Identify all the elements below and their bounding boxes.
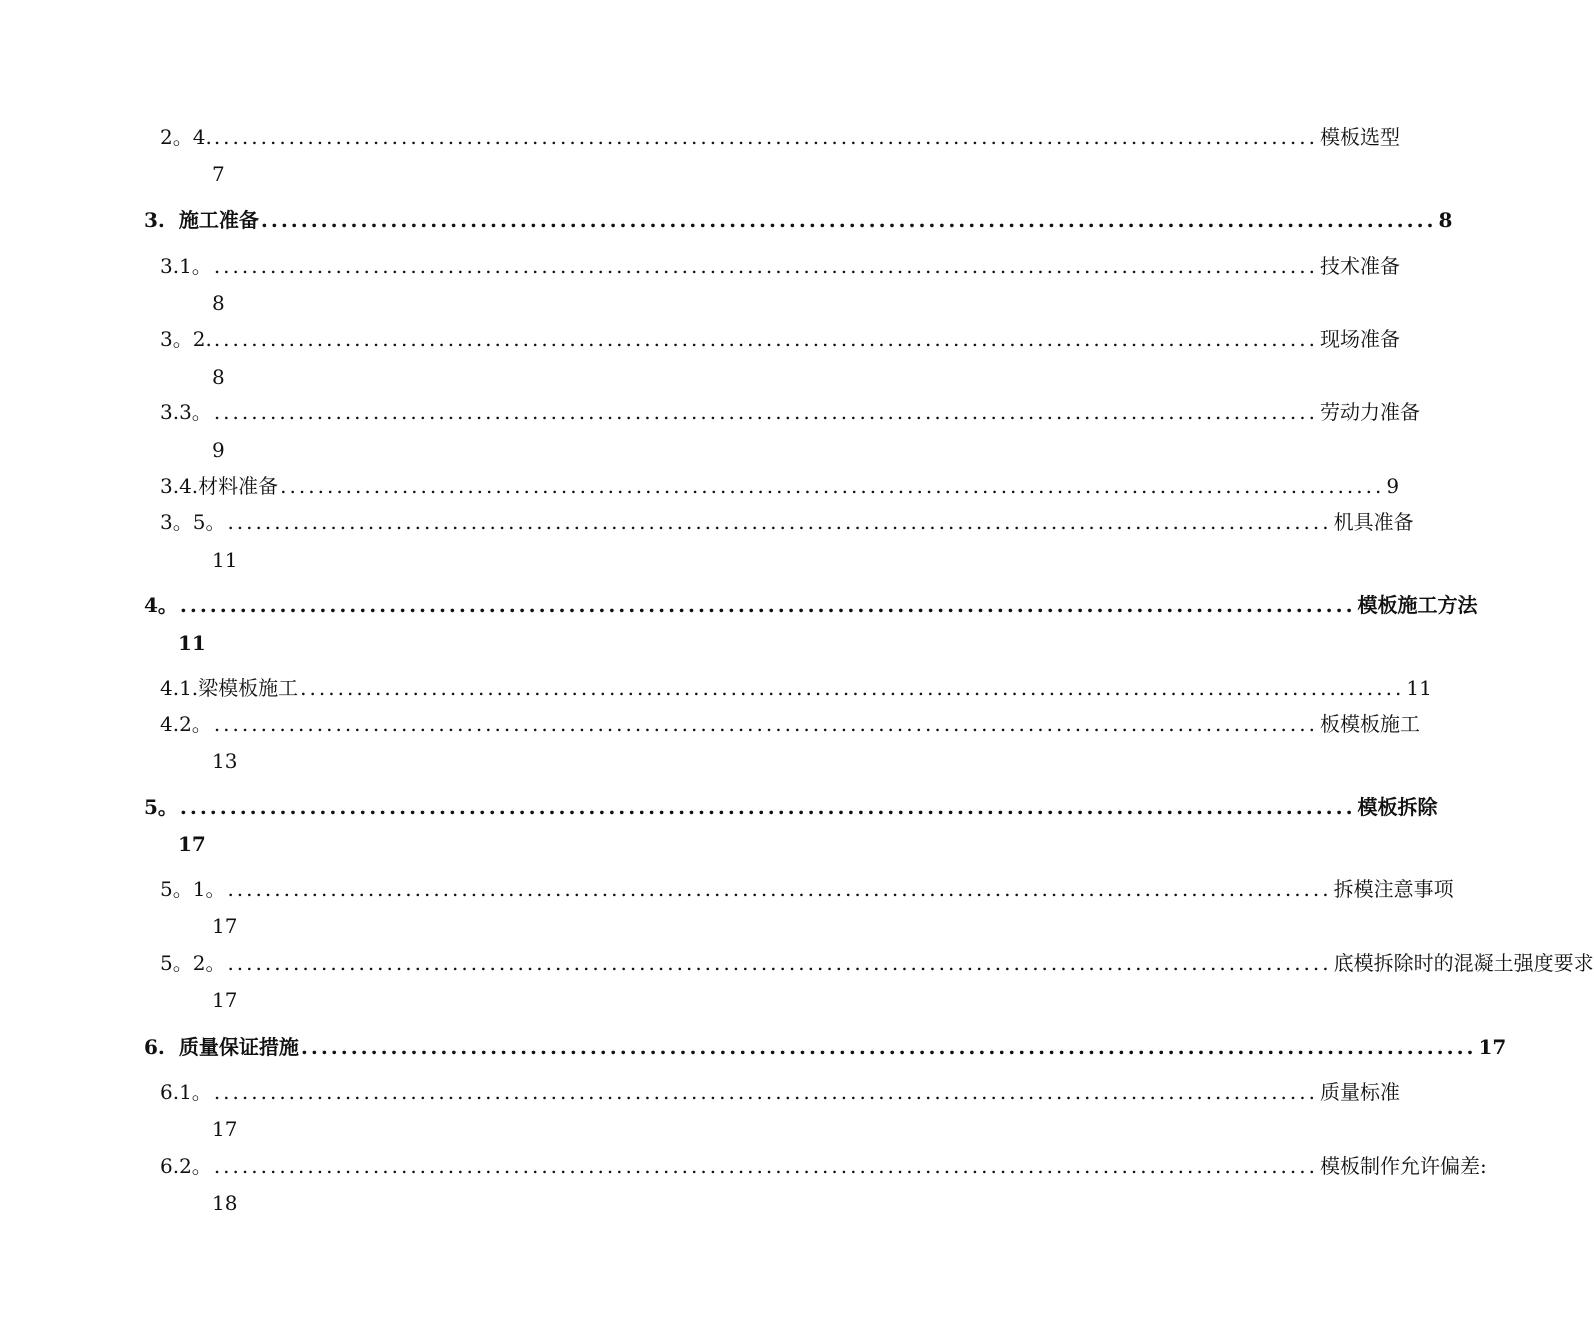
toc-title: 机具准备 xyxy=(1333,510,1414,534)
toc-leader: ...................................................................................................................... xyxy=(213,712,1318,736)
toc-page-number: 11 xyxy=(178,631,206,655)
toc-number: 3.1。 xyxy=(160,254,212,278)
toc-page-number: 8 xyxy=(212,365,225,389)
toc-entry-2-4[interactable] xyxy=(160,122,1400,152)
toc-entry-3-3[interactable] xyxy=(160,397,1420,427)
toc-title: 板模板施工 xyxy=(1320,712,1420,736)
toc-entry-3-4[interactable] xyxy=(160,471,1400,501)
toc-leader: ...................................................................................................................... xyxy=(227,510,1332,534)
toc-leader: ...................................................................................................................... xyxy=(213,1154,1318,1178)
toc-page-number: 17 xyxy=(1478,1035,1507,1059)
toc-title: 拆模注意事项 xyxy=(1333,877,1454,901)
toc-page-number: 17 xyxy=(178,832,206,856)
toc-title: 梁模板施工 xyxy=(198,676,299,700)
toc-page-number: 11 xyxy=(212,548,238,572)
toc-leader: ...................................................................................................................... xyxy=(227,877,1332,901)
toc-title: 劳动力准备 xyxy=(1320,400,1420,424)
toc-title: 材料准备 xyxy=(198,474,279,498)
toc-number: 5。1。 xyxy=(160,877,226,901)
toc-title: 模板施工方法 xyxy=(1357,593,1478,617)
toc-page-number: 9 xyxy=(1386,474,1400,498)
toc-title: 底模拆除时的混凝土强度要求 xyxy=(1333,951,1594,975)
toc-title: 现场准备 xyxy=(1320,327,1400,351)
toc-page-number: 17 xyxy=(212,988,238,1012)
toc-page-number: 13 xyxy=(212,749,238,773)
toc-page-number: 18 xyxy=(212,1191,238,1215)
toc-number: 3.3。 xyxy=(160,400,212,424)
toc-leader: ...................................................................................................................... xyxy=(300,1035,1477,1059)
toc-number: 3.4. xyxy=(160,474,199,498)
toc-entry-6[interactable] xyxy=(144,1032,1507,1062)
toc-leader: ...................................................................................................................... xyxy=(227,951,1332,975)
toc-number: 6.2。 xyxy=(160,1154,212,1178)
toc-number: 5。 xyxy=(144,795,178,819)
toc-title: 质量保证措施 xyxy=(178,1035,299,1059)
toc-entry-3-5[interactable] xyxy=(160,507,1414,537)
toc-entry-3-2[interactable] xyxy=(160,324,1400,354)
toc-title: 施工准备 xyxy=(178,208,259,232)
toc-entry-5-2[interactable] xyxy=(160,948,1594,978)
toc-leader: ...................................................................................................................... xyxy=(300,676,1405,700)
toc-title: 模板拆除 xyxy=(1357,795,1438,819)
toc-leader: ...................................................................................................................... xyxy=(213,254,1318,278)
toc-entry-5[interactable] xyxy=(144,792,1438,822)
toc-number: 3。2. xyxy=(160,327,212,351)
toc-entry-4[interactable] xyxy=(144,590,1478,620)
toc-leader: ...................................................................................................................... xyxy=(179,795,1356,819)
toc-entry-3-1[interactable] xyxy=(160,251,1400,281)
toc-number: 2。4. xyxy=(160,125,212,149)
toc-page-number: 7 xyxy=(212,162,225,186)
toc-page-number: 8 xyxy=(212,291,225,315)
toc-number: 4.1. xyxy=(160,676,199,700)
toc-leader: ...................................................................................................................... xyxy=(260,208,1437,232)
toc-page-number: 8 xyxy=(1438,208,1453,232)
toc-number: 3. xyxy=(144,208,165,232)
toc-number: 5。2。 xyxy=(160,951,226,975)
toc-page-number: 17 xyxy=(212,1117,238,1141)
toc-leader: ...................................................................................................................... xyxy=(280,474,1385,498)
toc-number: 6. xyxy=(144,1035,165,1059)
toc-leader: ...................................................................................................................... xyxy=(213,1080,1318,1104)
toc-leader: ...................................................................................................................... xyxy=(213,400,1318,424)
toc-number: 4.2。 xyxy=(160,712,212,736)
toc-page-number: 11 xyxy=(1406,676,1432,700)
toc-number: 6.1。 xyxy=(160,1080,212,1104)
toc-entry-6-2[interactable] xyxy=(160,1151,1487,1181)
toc-entry-5-1[interactable] xyxy=(160,874,1454,904)
toc-entry-3[interactable] xyxy=(144,205,1453,235)
toc-number: 3。5。 xyxy=(160,510,226,534)
toc-entry-4-1[interactable] xyxy=(160,673,1432,703)
toc-title: 质量标准 xyxy=(1320,1080,1400,1104)
toc-title: 模板制作允许偏差: xyxy=(1320,1154,1487,1178)
toc-leader: ...................................................................................................................... xyxy=(179,593,1356,617)
toc-page-number: 17 xyxy=(212,914,238,938)
toc-number: 4。 xyxy=(144,593,178,617)
toc-leader: ...................................................................................................................... xyxy=(213,125,1318,149)
toc-page-number: 9 xyxy=(212,438,225,462)
toc-title: 模板选型 xyxy=(1320,125,1400,149)
toc-entry-4-2[interactable] xyxy=(160,709,1420,739)
toc-leader: ...................................................................................................................... xyxy=(213,327,1318,351)
toc-entry-6-1[interactable] xyxy=(160,1077,1400,1107)
toc-title: 技术准备 xyxy=(1320,254,1400,278)
